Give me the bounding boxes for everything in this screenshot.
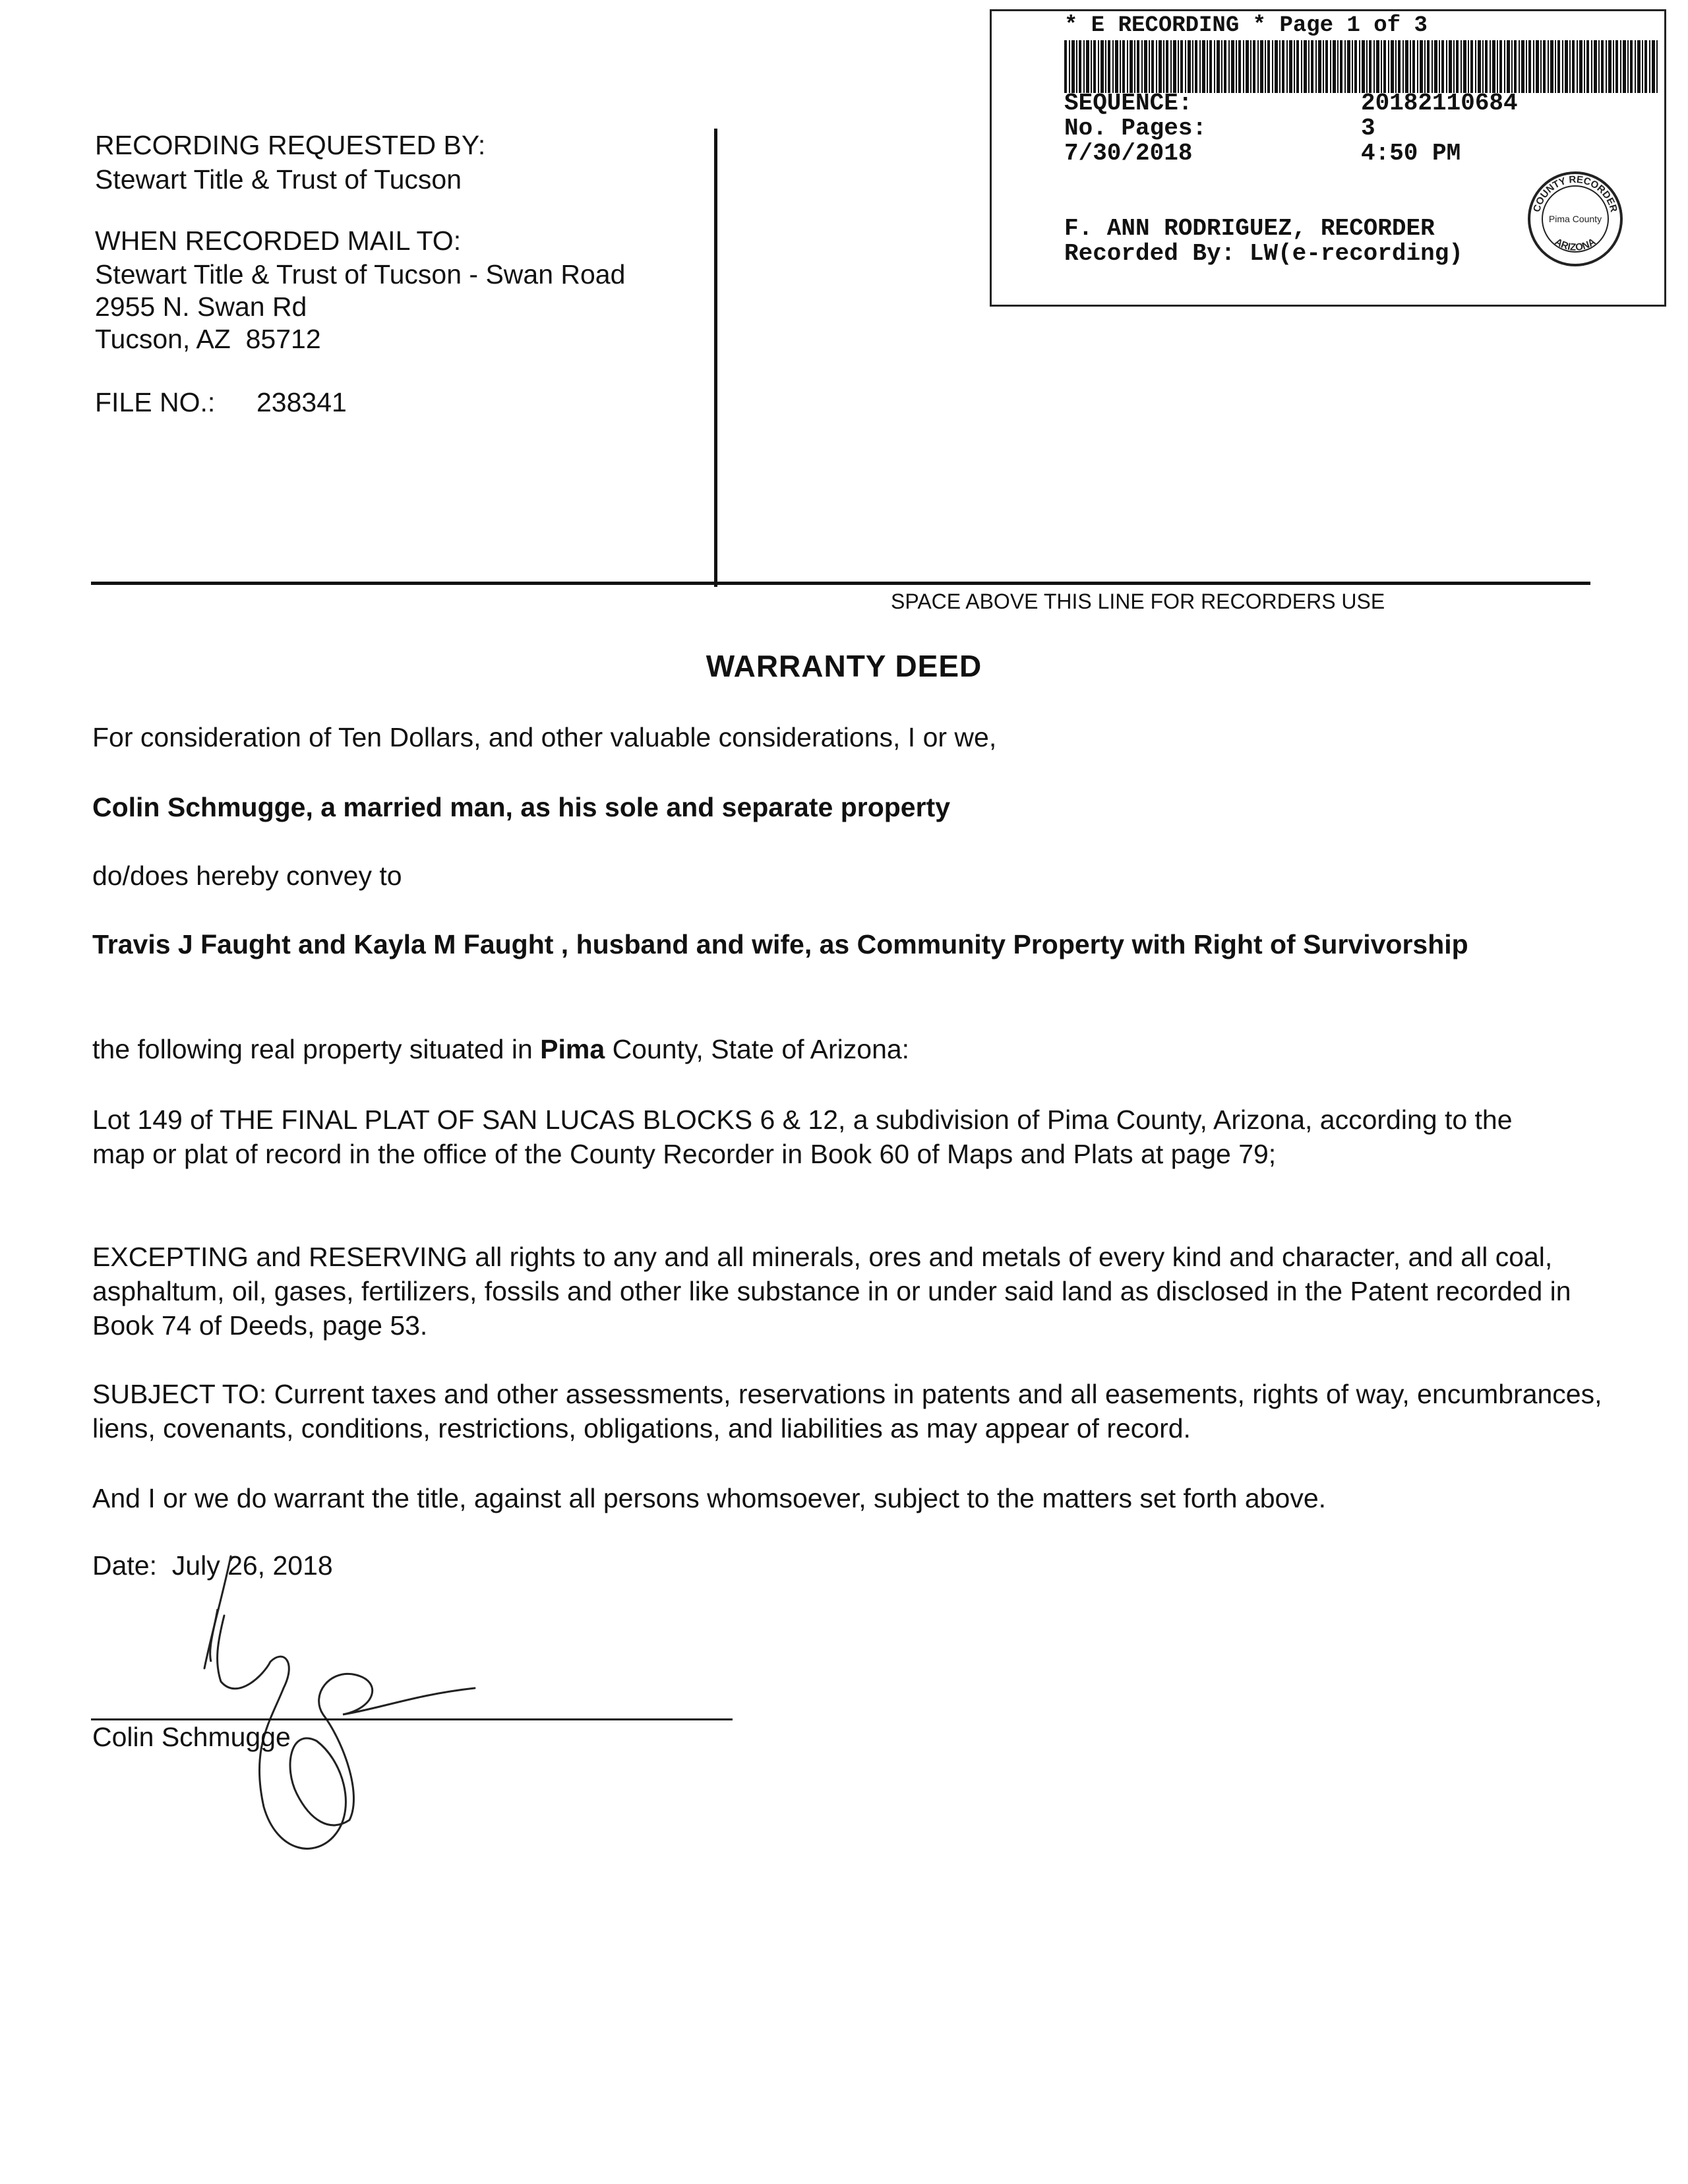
recorder-space-divider bbox=[91, 582, 1590, 585]
seal-center: Pima County bbox=[1548, 214, 1602, 224]
requested-by-label: RECORDING REQUESTED BY: bbox=[95, 130, 486, 160]
barcode-icon bbox=[1064, 40, 1659, 93]
header-vertical-divider bbox=[714, 129, 717, 587]
mail-to-label: WHEN RECORDED MAIL TO: bbox=[95, 226, 462, 256]
recorders-use-note: SPACE ABOVE THIS LINE FOR RECORDERS USE bbox=[891, 590, 1385, 613]
mail-to-city: Tucson, AZ 85712 bbox=[95, 324, 321, 354]
pages-value: 3 bbox=[1361, 115, 1375, 142]
seal-text: COUNTY RECORDER bbox=[1531, 173, 1619, 214]
date-line: Date: July 26, 2018 bbox=[92, 1550, 333, 1581]
document-title: WARRANTY DEED bbox=[706, 649, 982, 683]
pages-label: No. Pages: bbox=[1064, 115, 1207, 142]
mail-to-street: 2955 N. Swan Rd bbox=[95, 291, 307, 322]
grantor-text: Colin Schmugge, a married man, as his sole and separate property bbox=[92, 792, 951, 822]
file-no-label: FILE NO.: bbox=[95, 387, 216, 417]
warranty-clause: And I or we do warrant the title, against all persons whomsoever, subject to the matters set forth above. bbox=[92, 1483, 1327, 1513]
stamp-header: * E RECORDING * Page 1 of 3 bbox=[1064, 13, 1428, 38]
property-intro: the following real property situated in Pima County, State of Arizona: bbox=[92, 1034, 910, 1064]
county-seal-icon bbox=[1526, 169, 1625, 268]
county-name: Pima bbox=[540, 1034, 605, 1064]
recording-date: 7/30/2018 bbox=[1064, 140, 1193, 167]
mail-to-name: Stewart Title & Trust of Tucson - Swan Road bbox=[95, 259, 626, 289]
convey-text: do/does hereby convey to bbox=[92, 861, 402, 891]
consideration-text: For consideration of Ten Dollars, and other valuable considerations, I or we, bbox=[92, 722, 997, 752]
excepting-clause: EXCEPTING and RESERVING all rights to any and all minerals, ores and metals of every kind and character, and all coal, asphaltum, oil, gases, fertilizers, fossils and other like substance in or under said land as disclosed in the Patent recorded in Book 74 of Deeds, page 53. bbox=[92, 1242, 1571, 1341]
subject-to-clause: SUBJECT TO: Current taxes and other assessments, reservations in patents and all easements, rights of way, encumbrances, liens, covenants, conditions, restrictions, obligations, and liabilities as may appear of record. bbox=[92, 1379, 1602, 1443]
signature-icon bbox=[185, 1530, 495, 1873]
requested-by: Stewart Title & Trust of Tucson bbox=[95, 164, 462, 195]
recorded-by: Recorded By: LW(e-recording) bbox=[1064, 240, 1463, 267]
recording-time: 4:50 PM bbox=[1361, 140, 1461, 167]
file-no: 238341 bbox=[256, 387, 347, 417]
svg-text:ARIZONA bbox=[1553, 236, 1598, 253]
seal-bottom: ARIZONA bbox=[1552, 236, 1598, 254]
legal-description: Lot 149 of THE FINAL PLAT OF SAN LUCAS BLOCKS 6 & 12, a subdivision of Pima County, Arizona, according to the map or plat of record in the office of the County Recorder in Book 60 of Maps and Plats at page 79; bbox=[92, 1105, 1513, 1169]
grantee-text: Travis J Faught and Kayla M Faught , husband and wife, as Community Property with Right of Survivorship bbox=[92, 929, 1468, 959]
recorder-name: F. ANN RODRIGUEZ, RECORDER bbox=[1064, 215, 1435, 242]
signer-name: Colin Schmugge bbox=[92, 1722, 291, 1752]
sequence-label: SEQUENCE: bbox=[1064, 90, 1193, 117]
sequence-value: 20182110684 bbox=[1361, 90, 1518, 117]
recording-stamp bbox=[990, 9, 1666, 307]
